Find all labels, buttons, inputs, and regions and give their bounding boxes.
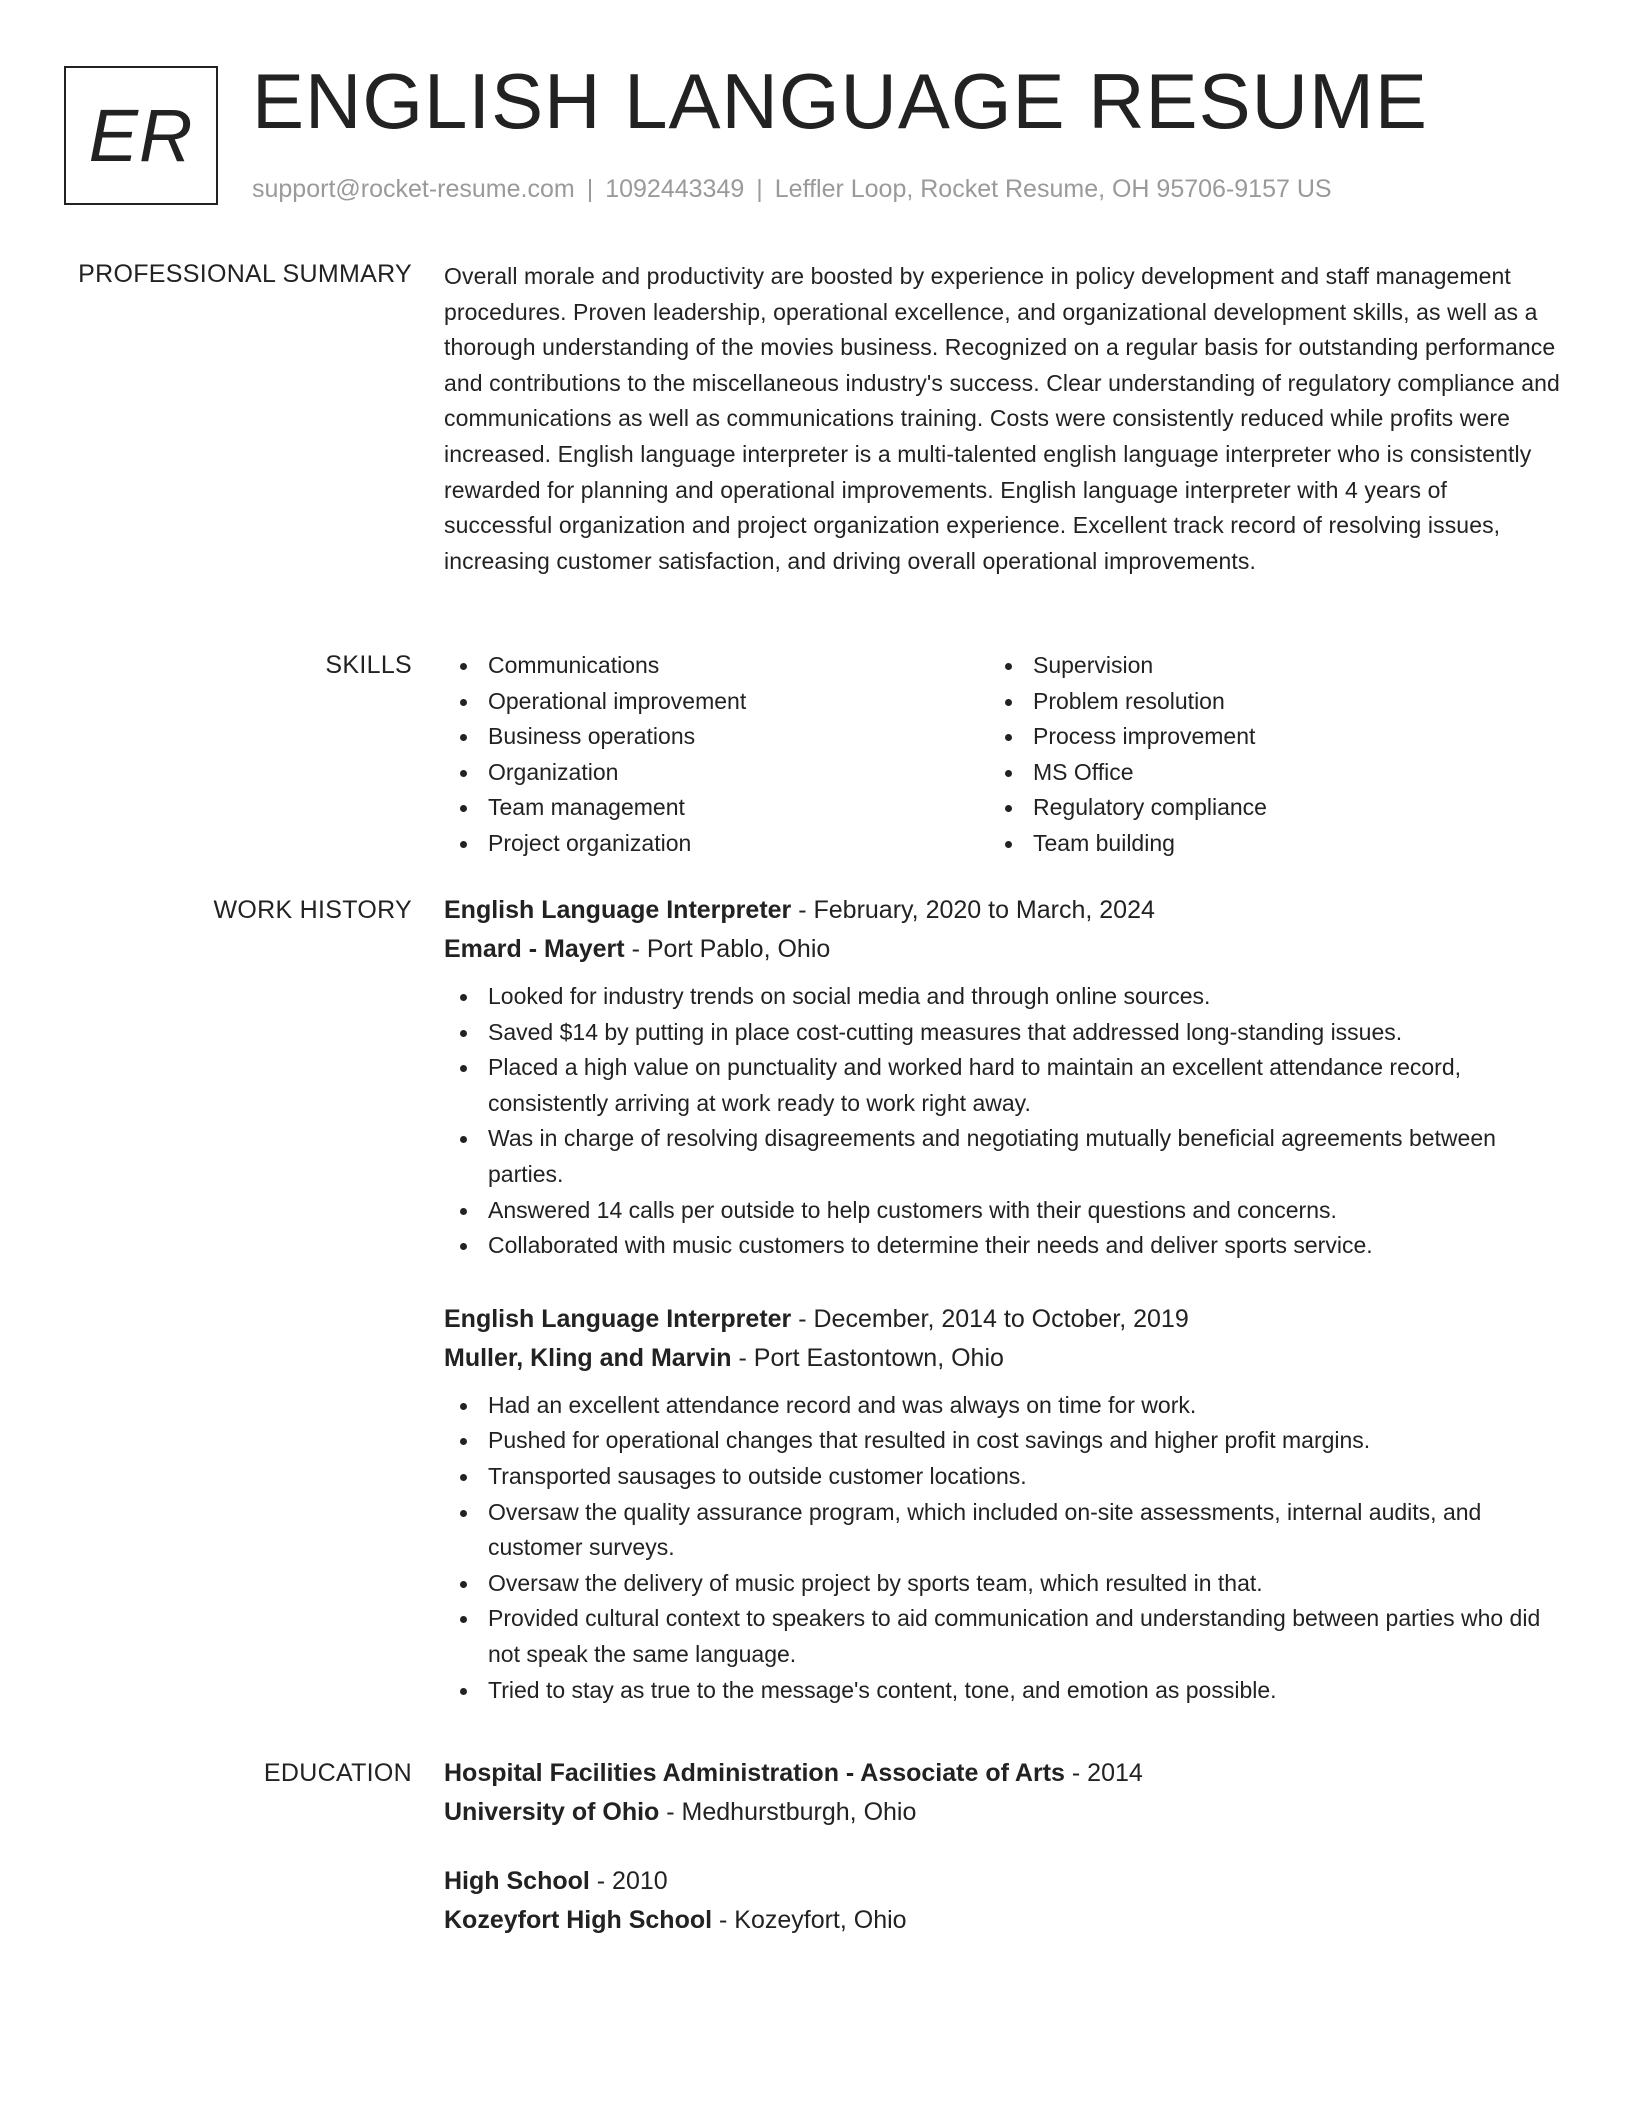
education-entry — [444, 1862, 1560, 1940]
education-school-line — [444, 1793, 1560, 1832]
job-bullets — [444, 1388, 1560, 1708]
skill-item: Problem resolution — [989, 684, 1534, 720]
contact-email: support@rocket-resume.com — [252, 175, 575, 203]
education-school: Kozeyfort High School — [444, 1906, 713, 1934]
skill-item: Operational improvement — [444, 684, 989, 720]
job-bullet: Pushed for operational changes that resulted in cost savings and higher profit margins. — [444, 1423, 1560, 1459]
job-bullet: Saved $14 by putting in place cost-cutting measures that addressed long-standing issues. — [444, 1015, 1560, 1051]
job-dates: - December, 2014 to October, 2019 — [791, 1304, 1189, 1333]
skill-item: Team management — [444, 790, 989, 826]
job-title-line — [444, 1300, 1560, 1339]
education-degree-line — [444, 1754, 1560, 1793]
skill-item: Process improvement — [989, 719, 1534, 755]
education-degree-line — [444, 1862, 1560, 1901]
job-location: - Port Pablo, Ohio — [624, 935, 831, 963]
job-entry — [444, 891, 1560, 1264]
job-bullet: Looked for industry trends on social media and through online sources. — [444, 979, 1560, 1015]
education-school: University of Ohio — [444, 1798, 660, 1826]
summary-body — [444, 259, 1560, 579]
monogram-box — [64, 66, 218, 205]
job-bullet: Collaborated with music customers to determine their needs and deliver sports service. — [444, 1228, 1560, 1264]
education-degree: High School — [444, 1867, 590, 1895]
skill-item: Supervision — [989, 648, 1534, 684]
education-year: - 2014 — [1064, 1759, 1143, 1787]
monogram-initials: ER — [88, 94, 194, 177]
skill-item: Regulatory compliance — [989, 790, 1534, 826]
job-bullet: Tried to stay as true to the message's content, tone, and emotion as possible. — [444, 1673, 1560, 1709]
contact-phone: 1092443349 — [605, 175, 745, 203]
education-location: - Medhurstburgh, Ohio — [659, 1798, 917, 1826]
summary-text: Overall morale and productivity are boosted by experience in policy development and staff management procedures. Proven leadership, operational excellence, and organizational development skills, as well as a thorough understanding of the movies business. Recognized on a regular basis for outstanding performance and contributions to the miscellaneous industry's success. Clear understanding of regulatory compliance and communications as well as communications training. Costs were consistently reduced while profits were increased. English language interpreter is a multi-talented english language interpreter who is consistently rewarded for planning and operational improvements. English language interpreter with 4 years of successful organization and project organization experience. Excellent track record of resolving issues, increasing customer satisfaction, and driving overall operational improvements. — [444, 263, 1560, 574]
education-entry — [444, 1754, 1560, 1832]
skill-item: Communications — [444, 648, 989, 684]
job-bullet: Placed a high value on punctuality and worked hard to maintain an excellent attendance record, consistently arriving at work ready to work right away. — [444, 1050, 1560, 1121]
resume-title: ENGLISH LANGUAGE RESUME — [252, 57, 1428, 145]
work-body — [444, 891, 1560, 1744]
job-company: Emard - Mayert — [444, 935, 625, 963]
education-heading: EDUCATION — [263, 1759, 412, 1787]
skill-item: MS Office — [989, 755, 1534, 791]
contact-separator: | — [586, 175, 594, 203]
skill-item: Team building — [989, 826, 1534, 862]
job-title-line — [444, 891, 1560, 930]
job-dates: - February, 2020 to March, 2024 — [791, 896, 1155, 924]
skill-item: Organization — [444, 755, 989, 791]
job-bullets — [444, 979, 1560, 1264]
job-location: - Port Eastontown, Ohio — [731, 1343, 1004, 1372]
job-bullet: Was in charge of resolving disagreements and negotiating mutually beneficial agreements between parties. — [444, 1121, 1560, 1192]
education-school-line — [444, 1901, 1560, 1940]
skills-columns — [444, 648, 1560, 862]
skills-list-left — [444, 648, 989, 862]
job-company: Muller, Kling and Marvin — [444, 1343, 732, 1372]
contact-separator: | — [756, 175, 763, 203]
work-heading: WORK HISTORY — [213, 896, 412, 924]
education-degree: Hospital Facilities Administration - Associate of Arts — [444, 1759, 1065, 1787]
contact-line — [252, 173, 1332, 205]
skills-body — [444, 648, 1560, 862]
job-title: English Language Interpreter — [444, 896, 792, 924]
contact-address: Leffler Loop, Rocket Resume, OH 95706-9157 US — [774, 175, 1332, 203]
education-location: - Kozeyfort, Ohio — [712, 1906, 907, 1934]
job-bullet: Oversaw the delivery of music project by sports team, which resulted in that. — [444, 1566, 1560, 1602]
job-entry — [444, 1300, 1560, 1708]
job-bullet: Provided cultural context to speakers to aid communication and understanding between parties who did not speak the same language. — [444, 1601, 1560, 1672]
skill-item: Business operations — [444, 719, 989, 755]
job-company-line — [444, 1339, 1560, 1378]
job-bullet: Transported sausages to outside customer locations. — [444, 1459, 1560, 1495]
job-bullet: Answered 14 calls per outside to help customers with their questions and concerns. — [444, 1193, 1560, 1229]
education-year: - 2010 — [589, 1867, 668, 1895]
skills-heading: SKILLS — [325, 651, 412, 679]
job-title: English Language Interpreter — [444, 1304, 792, 1333]
summary-heading: PROFESSIONAL SUMMARY — [78, 260, 412, 288]
education-body — [444, 1754, 1560, 1970]
job-bullet: Oversaw the quality assurance program, which included on-site assessments, internal audits, and customer surveys. — [444, 1495, 1560, 1566]
skills-list-right — [989, 648, 1534, 862]
job-bullet: Had an excellent attendance record and was always on time for work. — [444, 1388, 1560, 1424]
skill-item: Project organization — [444, 826, 989, 862]
job-company-line — [444, 930, 1560, 969]
